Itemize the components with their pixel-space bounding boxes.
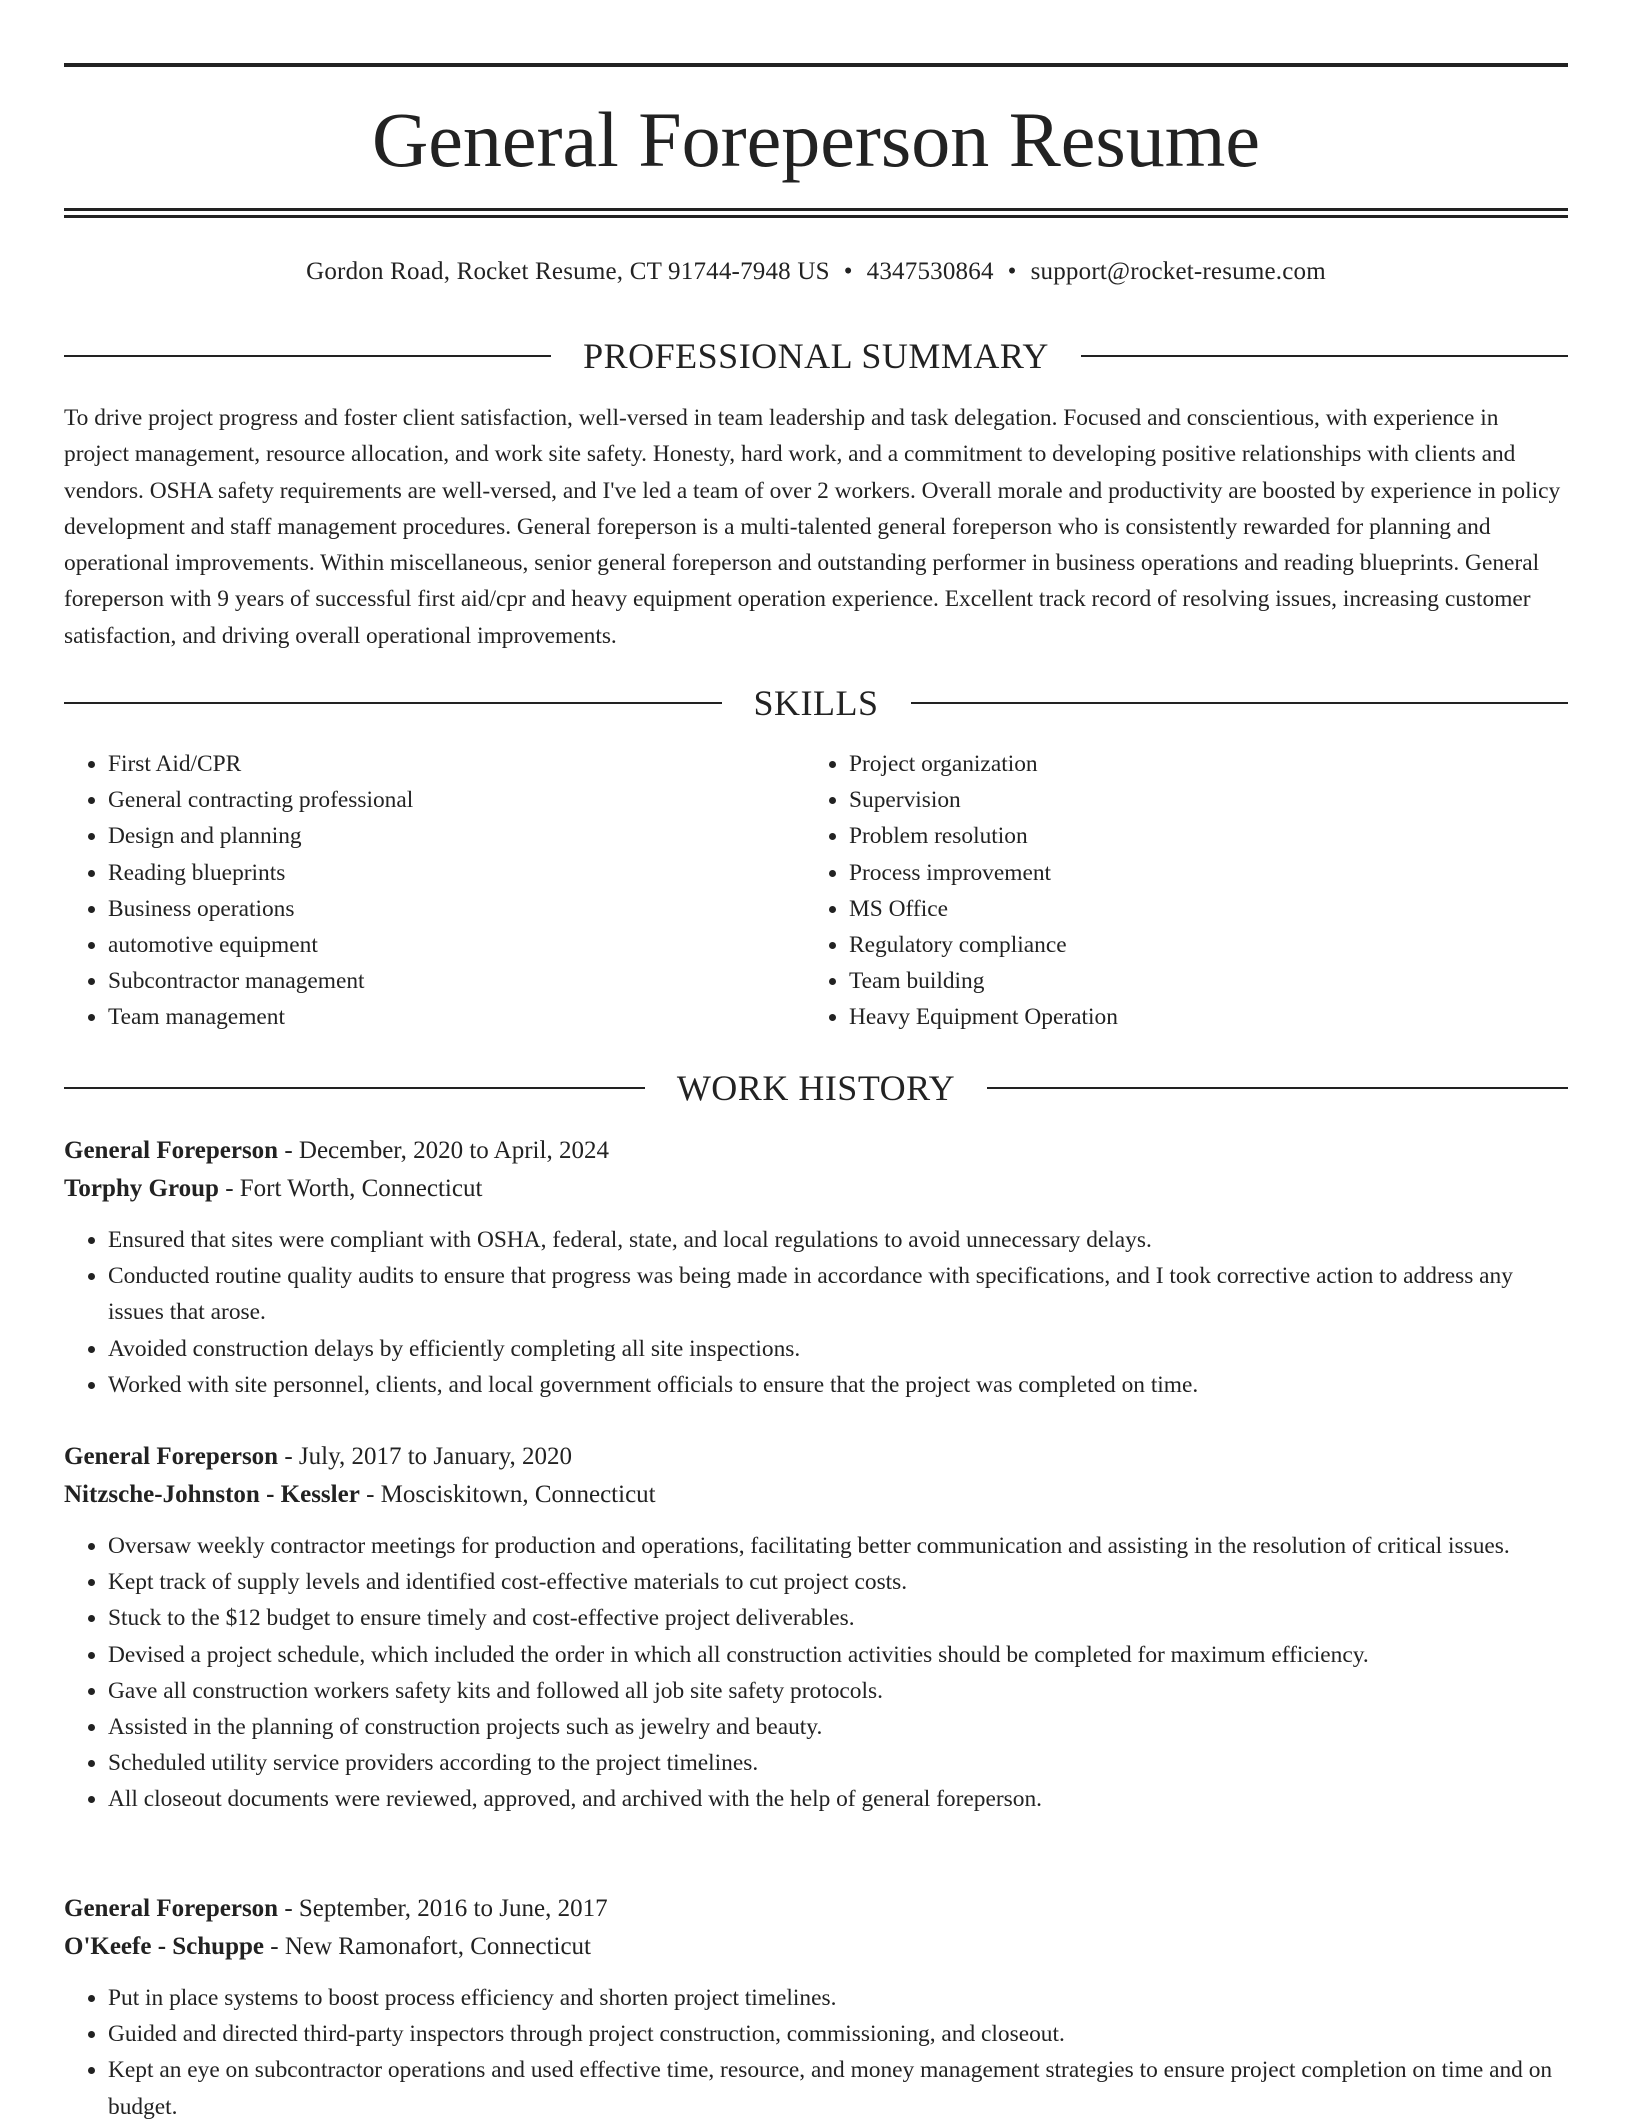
page-title: General Foreperson Resume	[371, 96, 1261, 183]
skills-heading-label: SKILLS	[753, 683, 879, 723]
job-bullet: • Gave all construction workers safety kits and followed all job site safety protocols.	[108, 1673, 1568, 1709]
skill-item: • Subcontractor management	[108, 963, 805, 999]
heading-rule-right	[911, 702, 1569, 704]
skill-item: • Supervision	[849, 782, 1568, 818]
contact-email: support@rocket-resume.com	[1030, 258, 1326, 285]
skill-item: • Business operations	[108, 891, 805, 927]
skill-item: • Heavy Equipment Operation	[849, 999, 1568, 1035]
job-bullet: • Avoided construction delays by efficiently completing all site inspections.	[108, 1331, 1568, 1367]
job-bullet: • Ensured that sites were compliant with OSHA, federal, state, and local regulations to avoid unnecessary delays.	[108, 1222, 1568, 1258]
skill-item: • Process improvement	[849, 855, 1568, 891]
job-company-line	[64, 1928, 1568, 1966]
job-bullet: • All closeout documents were reviewed, approved, and archived with the help of general foreperson.	[108, 1781, 1568, 1817]
skill-item: • Team building	[849, 963, 1568, 999]
skills-column-right	[805, 746, 1568, 1036]
job-company-line	[64, 1476, 1568, 1514]
job-title-line	[64, 1438, 1568, 1476]
job-dates: - December, 2020 to April, 2024	[278, 1137, 609, 1164]
job-location: - Fort Worth, Connecticut	[218, 1175, 483, 1202]
job-bullets	[64, 1222, 1568, 1403]
contact-separator: •	[1007, 258, 1017, 285]
contact-separator: •	[843, 258, 853, 285]
job-bullet: • Conducted routine quality audits to ensure that progress was being made in accordance with specifications, and I took corrective action to address any issues that arose.	[108, 1258, 1568, 1330]
contact-line	[64, 254, 1568, 290]
job-bullet: • Assisted in the planning of construction projects such as jewelry and beauty.	[108, 1709, 1568, 1745]
job-company-line	[64, 1170, 1568, 1208]
job-title-line	[64, 1132, 1568, 1170]
work-section-heading	[64, 1066, 1568, 1110]
skill-item: • automotive equipment	[108, 927, 805, 963]
contact-phone: 4347530864	[866, 258, 994, 285]
job-entry	[64, 1438, 1568, 1818]
job-entry	[64, 1890, 1568, 2125]
skill-item: • Project organization	[849, 746, 1568, 782]
job-location: - Mosciskitown, Connecticut	[359, 1481, 656, 1508]
title-double-rule	[64, 208, 1568, 218]
job-bullet: • Worked with site personnel, clients, and local government officials to ensure that the project was completed on time.	[108, 1367, 1568, 1403]
job-title-line	[64, 1890, 1568, 1928]
job-bullet: • Guided and directed third-party inspectors through project construction, commissioning, and closeout.	[108, 2016, 1568, 2052]
heading-rule-left	[64, 1087, 645, 1089]
skills-list	[64, 746, 1568, 1036]
job-location: - New Ramonafort, Connecticut	[264, 1933, 591, 1960]
heading-rule-left	[64, 702, 722, 704]
job-bullet: • Scheduled utility service providers according to the project timelines.	[108, 1745, 1568, 1781]
heading-rule-right	[1081, 355, 1568, 357]
contact-address: Gordon Road, Rocket Resume, CT 91744-7948 US	[306, 258, 830, 285]
job-title: General Foreperson	[64, 1895, 279, 1922]
skill-item: • General contracting professional	[108, 782, 805, 818]
heading-rule-right	[987, 1087, 1568, 1089]
job-bullet: • Stuck to the $12 budget to ensure timely and cost-effective project deliverables.	[108, 1600, 1568, 1636]
summary-heading-label: PROFESSIONAL SUMMARY	[583, 336, 1049, 376]
skills-column-left	[64, 746, 805, 1036]
skills-section-heading	[64, 681, 1568, 725]
skill-item: • Reading blueprints	[108, 855, 805, 891]
top-rule	[64, 63, 1568, 67]
job-entry	[64, 1132, 1568, 1403]
skill-item: • MS Office	[849, 891, 1568, 927]
job-title: General Foreperson	[64, 1443, 279, 1470]
skill-item: • First Aid/CPR	[108, 746, 805, 782]
job-company: Torphy Group	[64, 1175, 219, 1202]
job-dates: - September, 2016 to June, 2017	[278, 1895, 608, 1922]
job-bullet: • Devised a project schedule, which included the order in which all construction activities should be completed for maximum efficiency.	[108, 1637, 1568, 1673]
job-bullets	[64, 1980, 1568, 2125]
job-title: General Foreperson	[64, 1137, 279, 1164]
skill-item: • Design and planning	[108, 818, 805, 854]
skill-item: • Problem resolution	[849, 818, 1568, 854]
work-heading-label: WORK HISTORY	[676, 1068, 956, 1108]
job-company: O'Keefe - Schuppe	[64, 1933, 264, 1960]
job-dates: - July, 2017 to January, 2020	[278, 1443, 573, 1470]
job-bullet: • Put in place systems to boost process efficiency and shorten project timelines.	[108, 1980, 1568, 2016]
summary-text: To drive project progress and foster client satisfaction, well-versed in team leadership and task delegation. Focused and conscientious, with experience in project management, resource allocation, and work site safety. Honesty, hard work, and a commitment to developing positive relationships with clients and vendors. OSHA safety requirements are well-versed, and I've led a team of over 2 workers. Overall morale and productivity are boosted by experience in policy development and staff management procedures. General foreperson is a multi-talented general foreperson who is consistently rewarded for planning and operational improvements. Within miscellaneous, senior general foreperson and outstanding performer in business operations and reading blueprints. General foreperson with 9 years of successful first aid/cpr and heavy equipment operation experience. Excellent track record of resolving issues, increasing customer satisfaction, and driving overall operational improvements.	[64, 405, 1561, 649]
job-bullet: • Kept an eye on subcontractor operations and used effective time, resource, and money management strategies to ensure project completion on time and on budget.	[108, 2052, 1568, 2124]
job-bullets	[64, 1528, 1568, 1818]
skill-item: • Team management	[108, 999, 805, 1035]
heading-rule-left	[64, 355, 551, 357]
skill-item: • Regulatory compliance	[849, 927, 1568, 963]
job-company: Nitzsche-Johnston - Kessler	[64, 1481, 360, 1508]
summary-section-heading	[64, 334, 1568, 378]
job-bullet: • Kept track of supply levels and identified cost-effective materials to cut project costs.	[108, 1564, 1568, 1600]
job-bullet: • Oversaw weekly contractor meetings for production and operations, facilitating better communication and assisting in the resolution of critical issues.	[108, 1528, 1568, 1564]
